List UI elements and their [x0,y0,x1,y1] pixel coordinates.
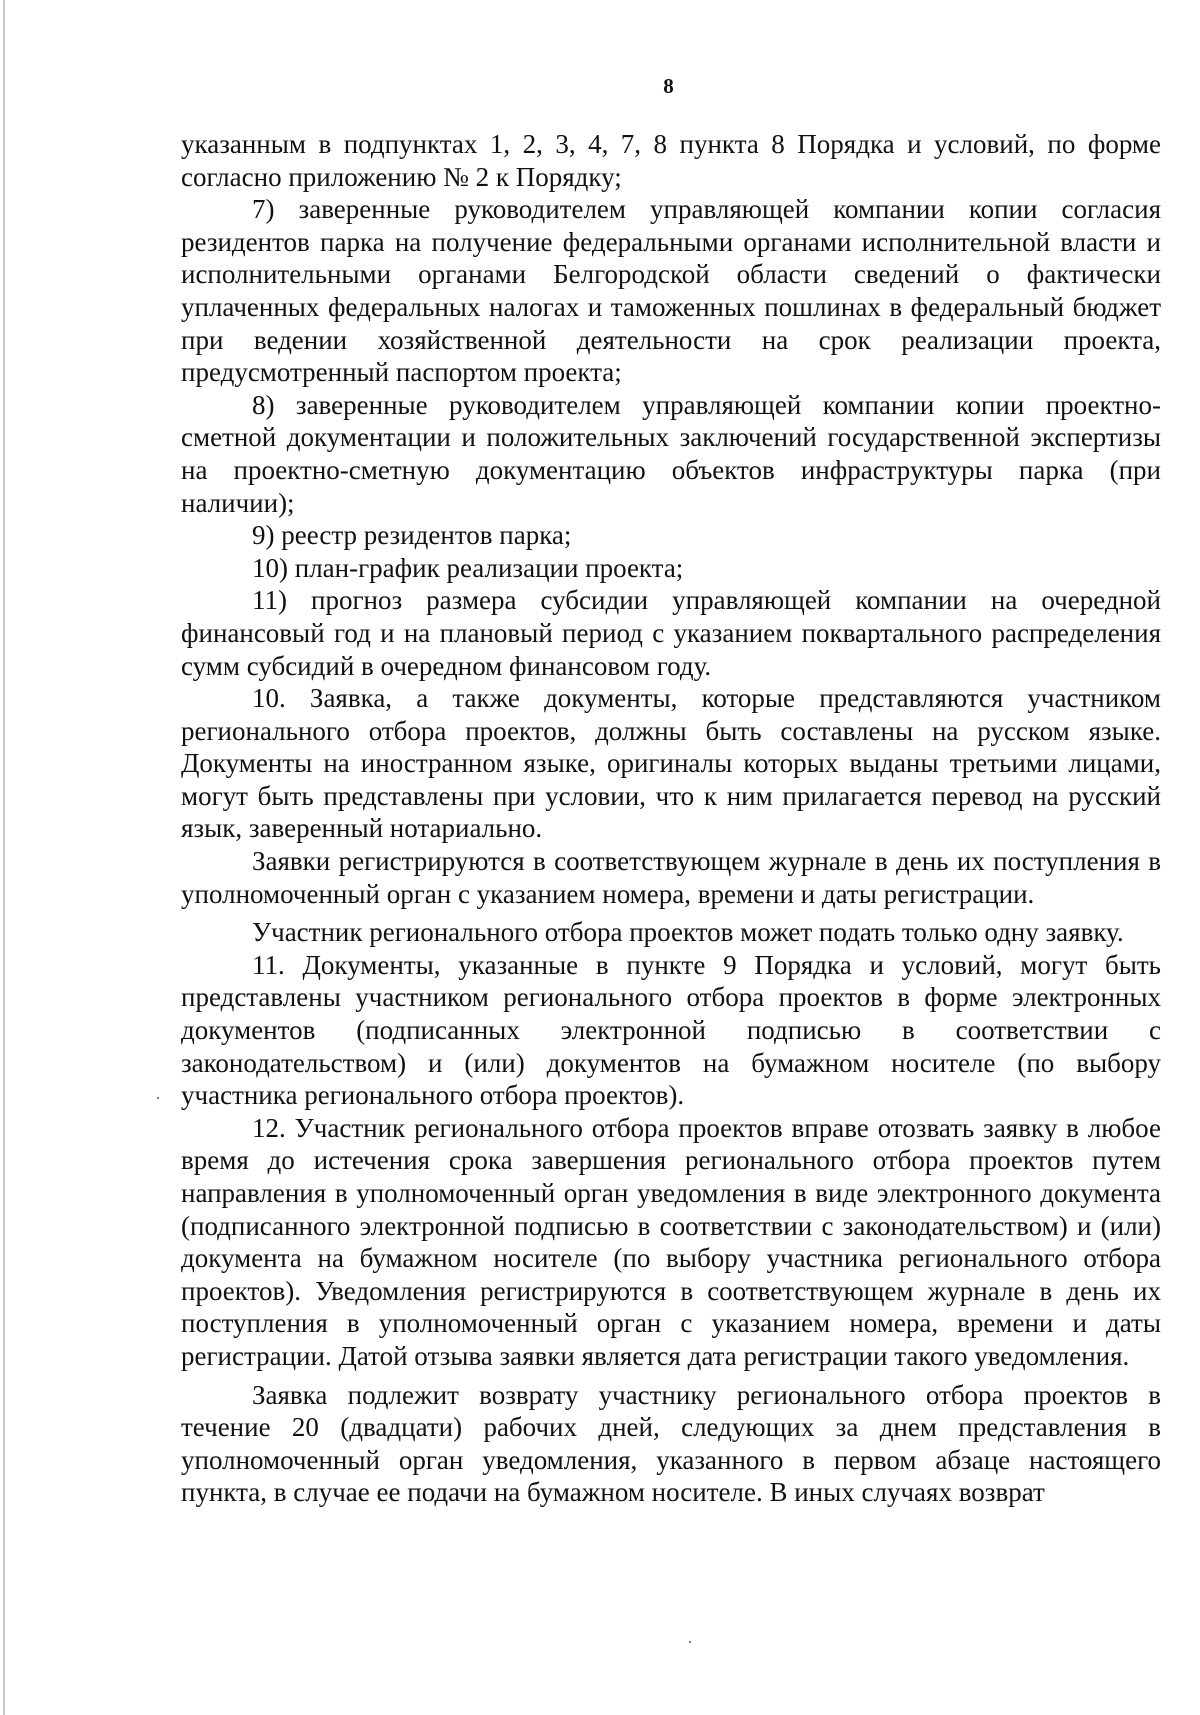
paragraph-1: 7) заверенные руководителем управляющей компании копии согласия резидентов парка на получение федеральными органами исполнительной власти и исполнительными органами Белгородской области сведений о фактически уплаченных федеральных налогах и таможенных пошлинах в федеральный бюджет при ведении хозяйственной деятельности на срок реализации проекта, предусмотренный паспортом проекта; [181,194,1161,388]
paragraph-2: 8) заверенные руководителем управляющей компании копии проектно-сметной документации и положительных заключений государственной экспертизы на проектно-сметную документацию объектов инфраструктуры парка (при наличии); [181,389,1161,518]
scan-speck [689,1641,691,1643]
paragraph-3: 9) реестр резидентов парка; [252,520,572,551]
paragraph-4: 10) план-график реализации проекта; [252,552,684,583]
paragraph-7: Заявки регистрируются в соответствующем журнале в день их поступления в уполномоченный орган с указанием номера, времени и даты регистрации. [181,846,1161,909]
paragraph-0: указанным в подпунктах 1, 2, 3, 4, 7, 8 пункта 8 Порядка и условий, по форме согласно приложению № 2 к Порядку; [181,129,1161,192]
paragraph-8: Участник регионального отбора проектов может подать только одну заявку. [252,917,1124,948]
paragraph-10: 12. Участник регионального отбора проектов вправе отозвать заявку в любое время до истечения срока завершения регионального отбора проектов путем направления в уполномоченный орган уведомления в виде электронного документа (подписанного электронной подписью в соответствии с законодательством) и (или) документа на бумажном носителе (по выбору участника регионального отбора проектов). Уведомления регистрируются в соответствующем журнале в день их поступления в уполномоченный орган с указанием номера, времени и даты регистрации. Датой отзыва заявки является дата регистрации такого уведомления. [181,1112,1161,1371]
document-body [181,128,1161,1509]
scan-edge-line [3,0,5,1715]
paragraph-9: 11. Документы, указанные в пункте 9 Порядка и условий, могут быть представлены участником регионального отбора проектов в форме электронных документов (подписанных электронной подписью в соответствии с законодательством) и (или) документов на бумажном носителе (по выбору участника регионального отбора проектов). [181,949,1161,1111]
scan-speck [157,1097,159,1099]
paragraph-11: Заявка подлежит возврату участнику регионального отбора проектов в течение 20 (двадцати) рабочих дней, следующих за днем представления в уполномоченный орган уведомления, указанного в первом абзаце настоящего пункта, в случае ее подачи на бумажном носителе. В иных случаях возврат [181,1379,1161,1508]
paragraph-5: 11) прогноз размера субсидии управляющей компании на очередной финансовый год и на плановый период с указанием поквартального распределения сумм субсидий в очередном финансовом году. [181,585,1161,681]
page-number: 8 [663,74,674,98]
paragraph-6: 10. Заявка, а также документы, которые представляются участником регионального отбора проектов, должны быть составлены на русском языке. Документы на иностранном языке, оригиналы которых выданы третьими лицами, могут быть представлены при условии, что к ним прилагается перевод на русский язык, заверенный нотариально. [181,683,1161,844]
